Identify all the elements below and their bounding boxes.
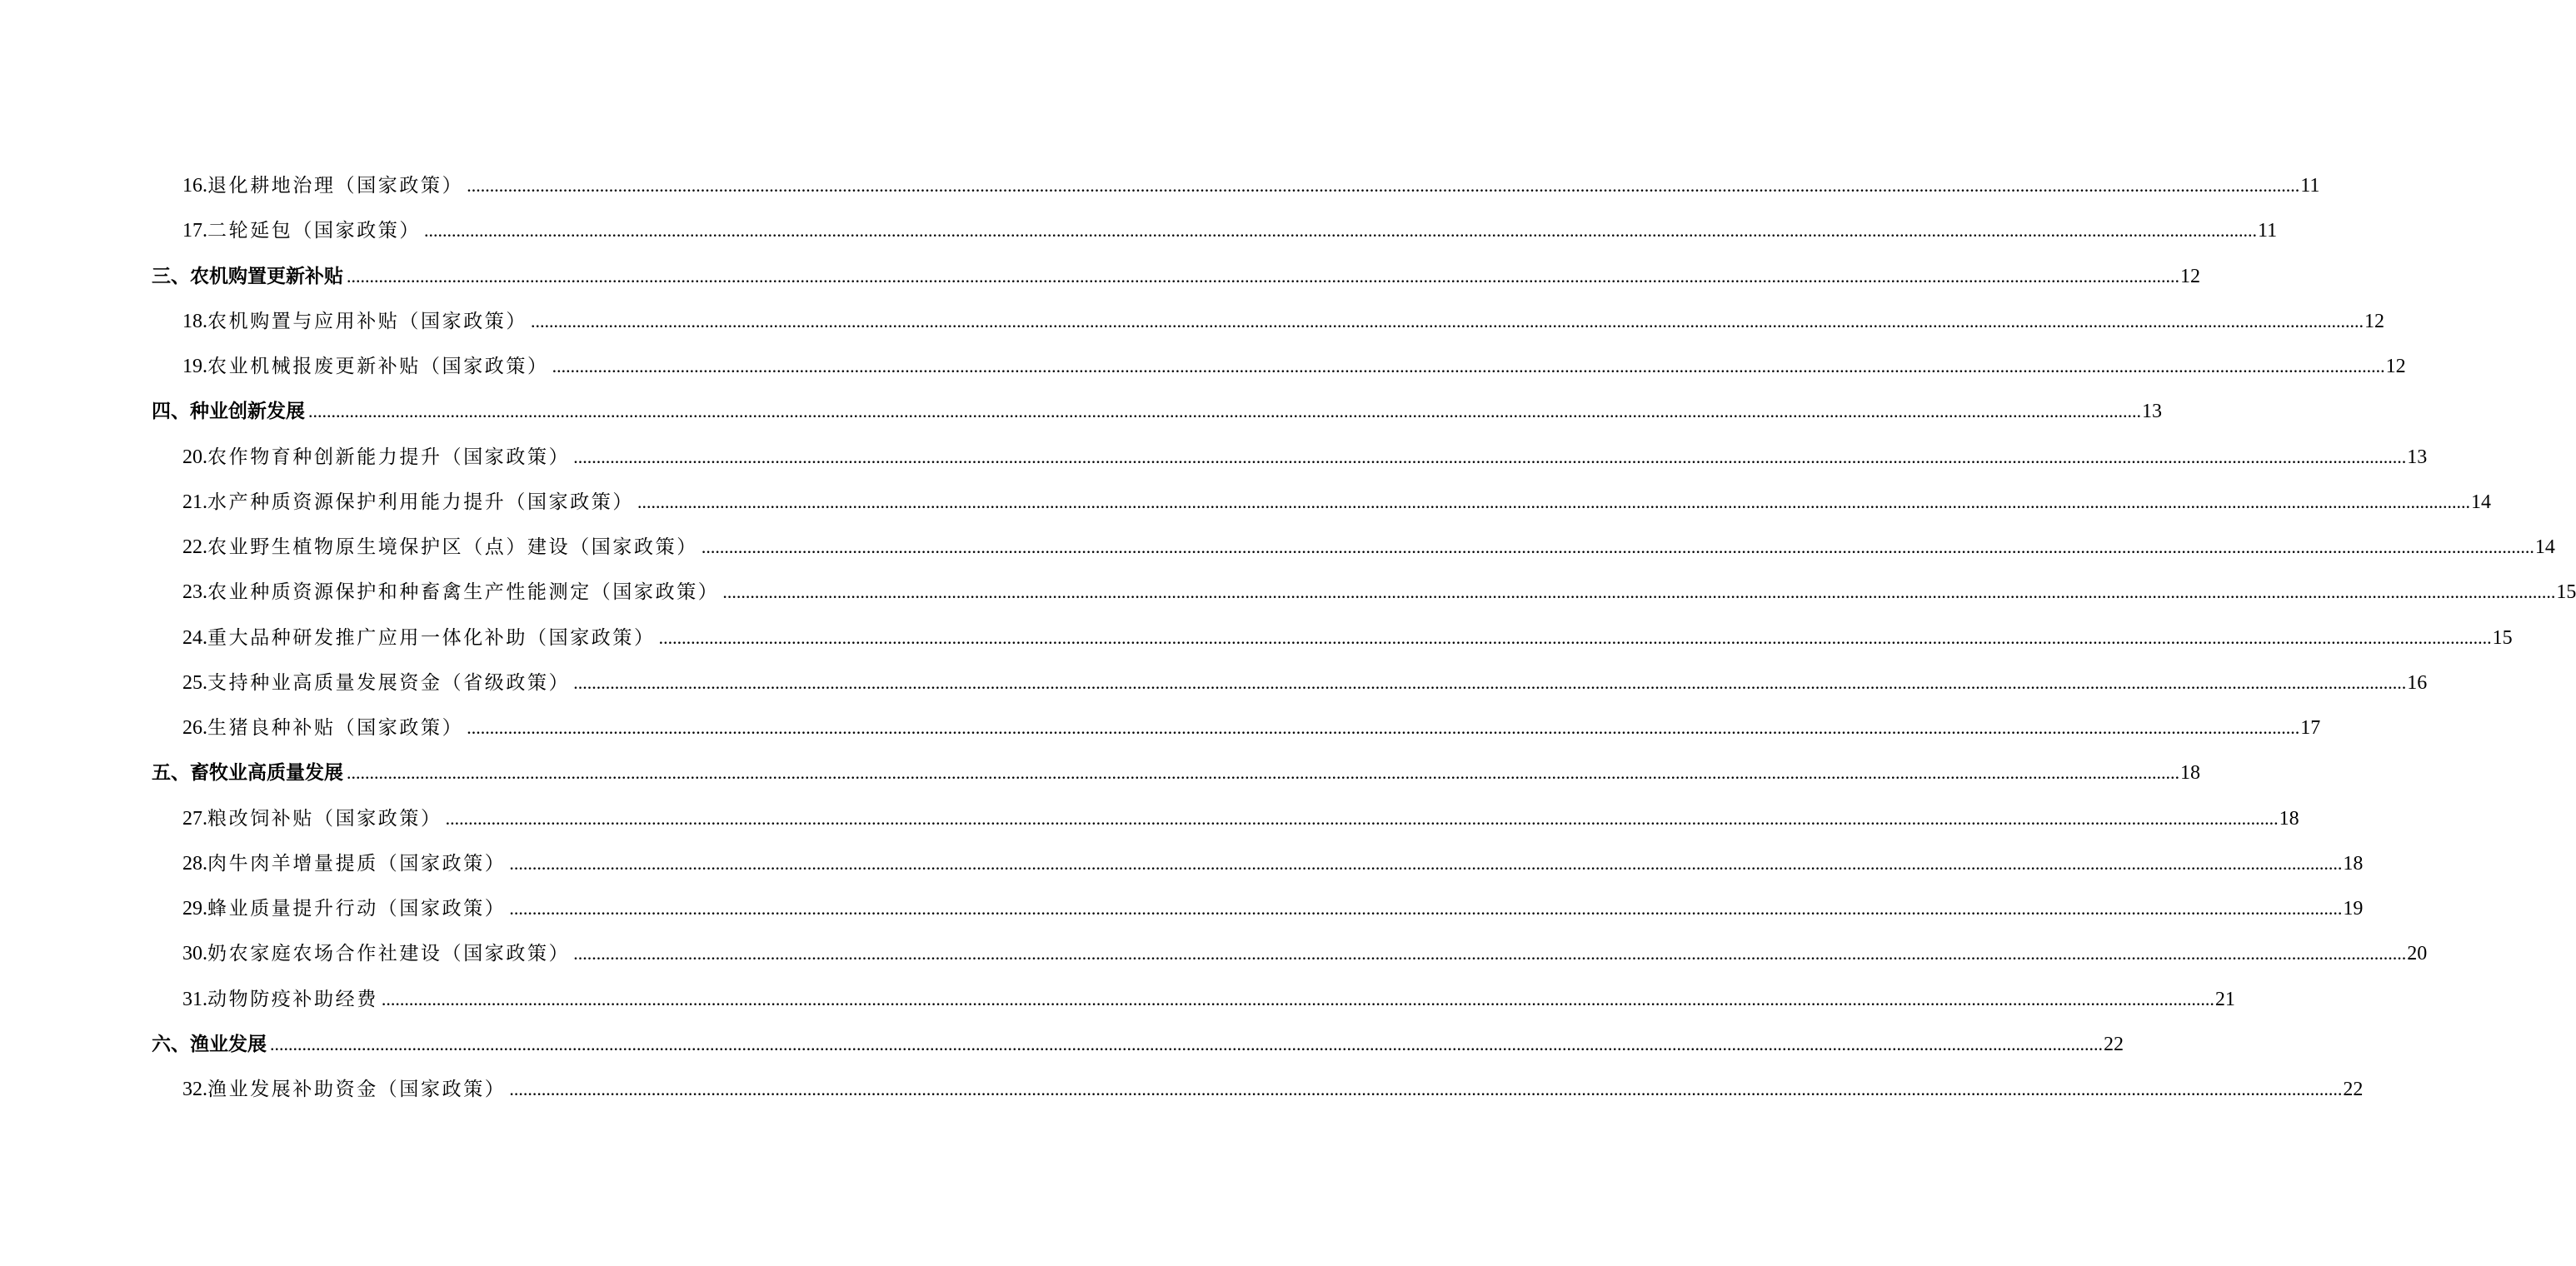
- dot-leader: ................................................................................................................................................................................................................................................................................................................................................................................................................: [347, 762, 2179, 784]
- toc-entry-number: 28.: [182, 852, 207, 875]
- dot-leader: ................................................................................................................................................................................................................................................................................................................................................................................................................: [701, 536, 2534, 557]
- toc-page-number: 20: [2407, 943, 2428, 965]
- dot-leader: ................................................................................................................................................................................................................................................................................................................................................................................................................: [531, 310, 2364, 331]
- dot-leader: ................................................................................................................................................................................................................................................................................................................................................................................................................: [573, 671, 2407, 693]
- toc-entry[interactable]: [0, 480, 2491, 525]
- toc-page-number: 12: [2385, 356, 2406, 377]
- toc-row-content: [182, 307, 2384, 336]
- toc-title-text: 四、种业创新发展: [152, 401, 305, 423]
- toc-title: [152, 396, 305, 426]
- toc-row-content: [182, 849, 2364, 879]
- toc-title: [182, 713, 463, 743]
- toc-entry[interactable]: [0, 163, 2320, 208]
- toc-title: [182, 577, 719, 607]
- toc-title-text: 重大品种研发推广应用一体化补助（国家政策）: [207, 626, 656, 649]
- toc-title-text: 肉牛肉羊增量提质（国家政策）: [207, 852, 507, 875]
- toc-entry[interactable]: [0, 570, 2576, 615]
- toc-entry-number: 29.: [182, 898, 207, 920]
- dot-leader: ................................................................................................................................................................................................................................................................................................................................................................................................................: [552, 356, 2385, 376]
- toc-title: [182, 894, 506, 924]
- toc-title-text: 退化耕地治理（国家政策）: [207, 175, 464, 197]
- toc-entry[interactable]: [0, 660, 2428, 705]
- toc-title: [152, 758, 343, 788]
- toc-row-content: [182, 1074, 2364, 1104]
- dot-leader: ................................................................................................................................................................................................................................................................................................................................................................................................................: [658, 626, 2492, 648]
- dot-leader: ................................................................................................................................................................................................................................................................................................................................................................................................................: [509, 1079, 2343, 1099]
- toc-title: [182, 351, 549, 381]
- toc-entry[interactable]: [0, 435, 2428, 480]
- toc-page-number: 18: [2180, 762, 2200, 785]
- toc-title: [182, 849, 506, 879]
- toc-title-text: 农业机械报废更新补贴（国家政策）: [207, 356, 549, 377]
- toc-title-text: 蜂业质量提升行动（国家政策）: [207, 898, 507, 920]
- toc-entry[interactable]: [0, 841, 2364, 886]
- toc-row-content: [182, 577, 2576, 607]
- toc-title-text: 支持种业高质量发展资金（省级政策）: [207, 671, 571, 694]
- toc-entry-number: 27.: [182, 807, 207, 830]
- dot-leader: ................................................................................................................................................................................................................................................................................................................................................................................................................: [381, 988, 2214, 1009]
- toc-entry[interactable]: [0, 931, 2428, 976]
- toc-entry[interactable]: [0, 616, 2513, 660]
- toc-title-text: 动物防疫补助经费: [207, 988, 378, 1010]
- toc-row-content: [182, 532, 2555, 562]
- toc-entry-number: 25.: [182, 671, 207, 694]
- toc-entry[interactable]: [0, 796, 2299, 841]
- toc-title-text: 农业种质资源保护和种畜禽生产性能测定（国家政策）: [207, 581, 720, 604]
- toc-title-text: 农作物育种创新能力提升（国家政策）: [207, 446, 571, 468]
- toc-title-text: 水产种质资源保护利用能力提升（国家政策）: [207, 491, 634, 513]
- toc-title-text: 三、农机购置更新补贴: [152, 265, 343, 287]
- dot-leader: ................................................................................................................................................................................................................................................................................................................................................................................................................: [270, 1033, 2103, 1054]
- toc-row-content: [182, 442, 2428, 472]
- toc-page-number: 13: [2142, 401, 2162, 423]
- toc-row-content: [182, 216, 2278, 246]
- toc-section-heading[interactable]: [0, 389, 2162, 434]
- toc-entry-number: 22.: [182, 536, 207, 558]
- toc-entry-number: 23.: [182, 581, 207, 604]
- toc-page-number: 13: [2407, 446, 2428, 468]
- toc-page-number: 18: [2343, 852, 2364, 875]
- toc-entry-number: 17.: [182, 220, 207, 242]
- toc-title-text: 农机购置与应用补贴（国家政策）: [207, 310, 527, 332]
- toc-title: [182, 532, 698, 562]
- dot-leader: ................................................................................................................................................................................................................................................................................................................................................................................................................: [509, 898, 2343, 919]
- toc-page-number: 17: [2300, 717, 2321, 739]
- table-of-contents: [0, 163, 2576, 1112]
- toc-title: [182, 939, 570, 969]
- toc-row-content: [182, 351, 2406, 381]
- dot-leader: ................................................................................................................................................................................................................................................................................................................................................................................................................: [445, 807, 2279, 829]
- toc-title: [182, 984, 378, 1014]
- toc-entry-number: 32.: [182, 1079, 207, 1100]
- dot-leader: ................................................................................................................................................................................................................................................................................................................................................................................................................: [509, 852, 2343, 874]
- toc-entry-number: 24.: [182, 626, 207, 649]
- toc-page-number: 14: [2471, 491, 2491, 513]
- toc-title-text: 粮改饲补贴（国家政策）: [207, 807, 442, 830]
- toc-page-number: 12: [2364, 310, 2384, 332]
- toc-entry-number: 20.: [182, 446, 207, 468]
- dot-leader: ................................................................................................................................................................................................................................................................................................................................................................................................................: [573, 446, 2407, 467]
- toc-row-content: [182, 984, 2235, 1014]
- dot-leader: ................................................................................................................................................................................................................................................................................................................................................................................................................: [722, 581, 2556, 603]
- toc-row-content: [152, 396, 2162, 426]
- toc-entry-number: 16.: [182, 175, 207, 197]
- toc-title-text: 二轮延包（国家政策）: [207, 220, 421, 242]
- toc-page-number: 14: [2534, 536, 2555, 558]
- toc-page-number: 22: [2104, 1033, 2124, 1055]
- toc-title: [182, 307, 527, 336]
- dot-leader: ................................................................................................................................................................................................................................................................................................................................................................................................................: [573, 943, 2407, 964]
- dot-leader: ................................................................................................................................................................................................................................................................................................................................................................................................................: [347, 265, 2179, 287]
- toc-row-content: [152, 262, 2200, 292]
- toc-row-content: [182, 713, 2321, 743]
- toc-page-number: 22: [2343, 1079, 2364, 1100]
- toc-entry[interactable]: [0, 977, 2235, 1022]
- toc-entry-number: 18.: [182, 310, 207, 332]
- toc-row-content: [182, 171, 2320, 201]
- toc-entry-number: 19.: [182, 356, 207, 377]
- toc-entry[interactable]: [0, 886, 2364, 931]
- toc-title: [182, 623, 656, 653]
- toc-title-text: 农业野生植物原生境保护区（点）建设（国家政策）: [207, 536, 698, 558]
- toc-entry-number: 30.: [182, 943, 207, 965]
- toc-section-heading[interactable]: [0, 750, 2200, 795]
- toc-entry[interactable]: [0, 208, 2278, 253]
- toc-row-content: [182, 939, 2428, 969]
- toc-page-number: 11: [2258, 220, 2278, 242]
- toc-title-text: 奶农家庭农场合作社建设（国家政策）: [207, 943, 571, 965]
- toc-title: [182, 171, 463, 201]
- toc-row-content: [182, 623, 2513, 653]
- toc-page-number: 11: [2300, 175, 2320, 197]
- toc-page-number: 12: [2180, 265, 2200, 287]
- toc-page-number: 18: [2279, 807, 2299, 830]
- toc-entry-number: 31.: [182, 988, 207, 1010]
- toc-page-number: 15: [2556, 581, 2576, 604]
- toc-section-heading[interactable]: [0, 1022, 2124, 1067]
- toc-title: [182, 216, 421, 246]
- toc-section-heading[interactable]: [0, 254, 2200, 299]
- toc-page-number: 15: [2492, 626, 2513, 649]
- toc-title-text: 六、渔业发展: [152, 1033, 267, 1055]
- toc-title-text: 渔业发展补助资金（国家政策）: [207, 1079, 507, 1100]
- dot-leader: ................................................................................................................................................................................................................................................................................................................................................................................................................: [467, 717, 2300, 738]
- toc-row-content: [182, 804, 2299, 834]
- toc-title: [182, 804, 442, 834]
- toc-title-text: 五、畜牧业高质量发展: [152, 762, 343, 785]
- toc-entry[interactable]: [0, 299, 2384, 344]
- toc-title-text: 生猪良种补贴（国家政策）: [207, 717, 464, 739]
- dot-leader: ................................................................................................................................................................................................................................................................................................................................................................................................................: [467, 175, 2300, 196]
- toc-title: [182, 442, 570, 472]
- dot-leader: ................................................................................................................................................................................................................................................................................................................................................................................................................: [637, 491, 2470, 512]
- toc-page-number: 19: [2343, 898, 2364, 920]
- toc-title: [182, 1074, 506, 1104]
- toc-page-number: 21: [2214, 988, 2235, 1010]
- toc-row-content: [182, 487, 2491, 517]
- toc-title: [182, 487, 634, 517]
- toc-entry[interactable]: [0, 705, 2321, 750]
- toc-row-content: [152, 1029, 2124, 1059]
- toc-title: [182, 668, 570, 698]
- toc-entry[interactable]: [0, 525, 2555, 570]
- toc-entry-number: 26.: [182, 717, 207, 739]
- toc-entry[interactable]: [0, 1067, 2364, 1112]
- toc-row-content: [182, 668, 2428, 698]
- dot-leader: ................................................................................................................................................................................................................................................................................................................................................................................................................: [308, 401, 2141, 422]
- toc-title: [152, 262, 343, 292]
- dot-leader: ................................................................................................................................................................................................................................................................................................................................................................................................................: [424, 220, 2257, 242]
- toc-row-content: [152, 758, 2200, 788]
- toc-row-content: [182, 894, 2364, 924]
- toc-entry[interactable]: [0, 344, 2406, 389]
- toc-page-number: 16: [2407, 671, 2428, 694]
- toc-title: [152, 1029, 267, 1059]
- toc-entry-number: 21.: [182, 491, 207, 513]
